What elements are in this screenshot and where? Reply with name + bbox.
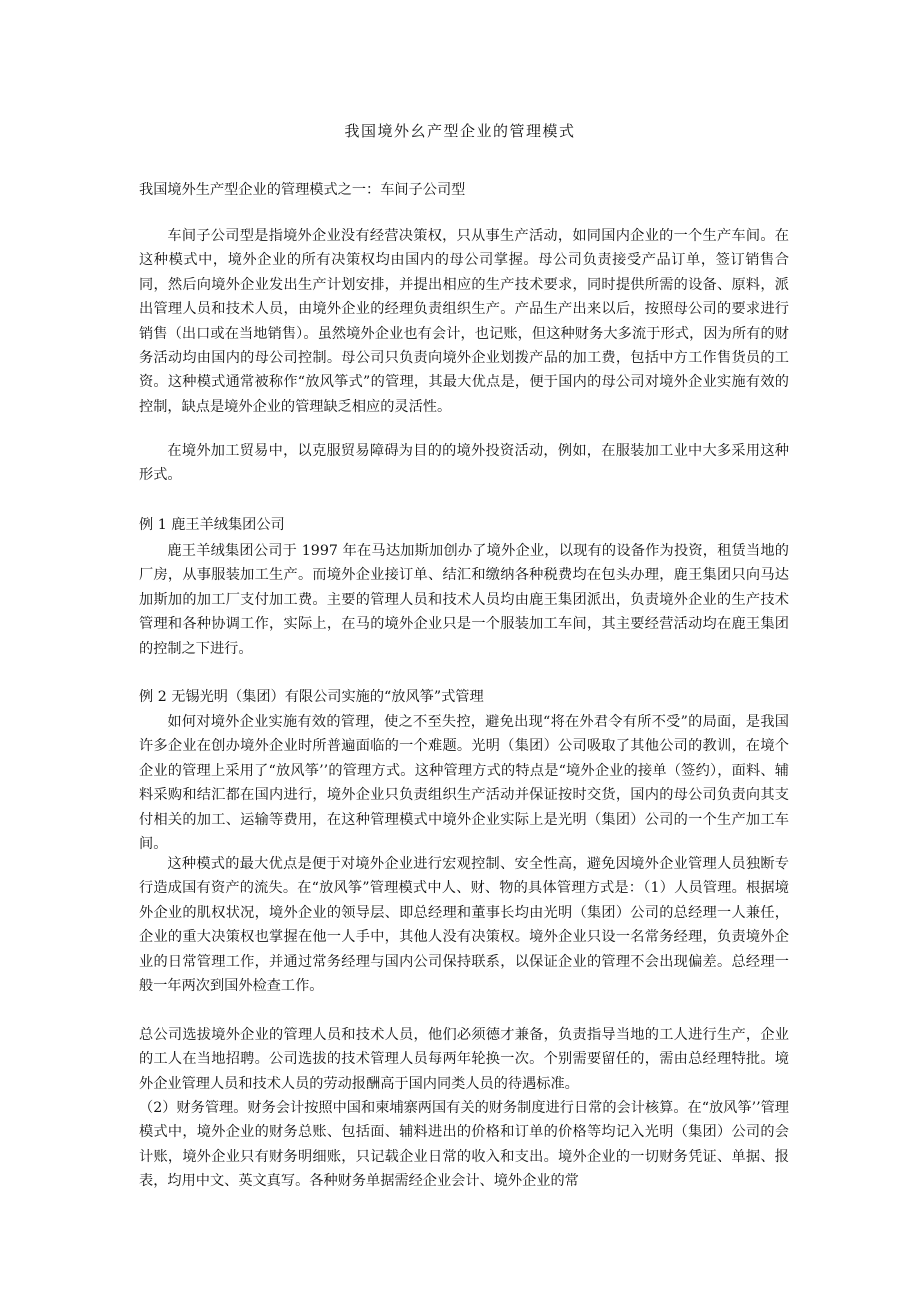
example-2-paragraph-3: 总公司选拔境外企业的管理人员和技术人员，他们必须德才兼备，负责指导当地的工人进行生产，企业的工人在当地招聘。公司选拔的技术管理人员每两年轮换一次。个别需要留任的，需由总经理特批。境外企业管理人员和技术人员的劳动报酬高于国内同类人员的待遇标准。 — [139, 1027, 789, 1092]
section-1-heading: 我国境外生产型企业的管理模式之一：车间子公司型 — [139, 182, 466, 198]
example-2-paragraph-1: 如何对境外企业实施有效的管理，使之不至失控，避免出现“将在外君令有所不受”的局面，是我国许多企业在创办境外企业时所普遍面临的一个难题。光明（集团）公司吸取了其他公司的教训，在境个企业的管理上采用了“放风筝’’的管理方式。这种管理方式的特点是“境外企业的接单（签约），面料、辅料采购和结汇都在国内进行，境外企业只负责组织生产活动并保证按时交货，国内的母公司负责向其支付相关的加工、运输等费用，在这种管理模式中境外企业实际上是光明（集团）公司的一个生产加工车间。 — [139, 714, 789, 853]
document-title: 我国境外幺产型企业的管理模式 — [344, 122, 576, 140]
example-2-paragraph-2: 这种模式的最大优点是便于对境外企业进行宏观控制、安全性高，避免因境外企业管理人员独断专行造成国有资产的流失。在“放风筝”管理模式中人、财、物的具体管理方式是：（1）人员管理。根据境外企业的肌权状况，境外企业的领导层、即总经理和董事长均由光明（集团）公司的总经理一人兼任，企业的重大决策权也掌握在他一人手中，其他人没有决策权。境外企业只设一名常务经理，负责境外企业的日常管理工作，并通过常务经理与国内公司保持联系，以保证企业的管理不会出现偏差。总经理一般一年两次到国外检查工作。 — [139, 856, 789, 995]
section-1-paragraph-2: 在境外加工贸易中，以克服贸易障碍为目的的境外投资活动，例如，在服装加工业中大多采用这种形式。 — [139, 443, 789, 484]
example-2-paragraph-4: （2）财务管理。财务会计按照中国和柬埔寨两国有关的财务制度进行日常的会计核算。在“放风筝’’管理模式中，境外企业的财务总账、包括面、辅料进出的价格和订单的价格等均记入光明（集团）公司的会计账，境外企业只有财务明细账，只记载企业日常的收入和支出。境外企业的一切财务凭证、单据、报表，均用中文、英文真写。各种财务单据需经企业会计、境外企业的常 — [139, 1100, 789, 1190]
example-1-heading: 例 1 鹿王羊绒集团公司 — [139, 517, 285, 533]
example-1-paragraph: 鹿王羊绒集团公司于 1997 年在马达加斯加创办了境外企业，以现有的设备作为投资，租赁当地的厂房，从事服装加工生产。而境外企业接订单、结汇和缴纳各种税费均在包头办理，鹿王集团只向马达加斯加的加工厂支付加工费。主要的管理人员和技术人员均由鹿王集团派出，负责境外企业的生产技术管理和各种协调工作，实际上，在马的境外企业只是一个服装加工车间，其主要经营活动均在鹿王集团的控制之下进行。 — [139, 543, 789, 657]
section-1-paragraph-1: 车间子公司型是指境外企业没有经营决策权，只从事生产活动，如同国内企业的一个生产车间。在这种模式中，境外企业的所有决策权均由国内的母公司掌握。母公司负责接受产品订单，签订销售合同，然后向境外企业发出生产计划安排，并提出相应的生产技术要求，同时提供所需的设备、原料，派出管理人员和技术人员，由境外企业的经理负责组织生产。产品生产出来以后，按照母公司的要求进行销售（出口或在当地销售）。虽然境外企业也有会计，也记账，但这种财务大多流于形式，因为所有的财务活动均由国内的母公司控制。母公司只负责向境外企业划拨产品的加工费，包括中方工作售货员的工资。这种模式通常被称作“放风筝式”的管理，其最大优点是，便于国内的母公司对境外企业实施有效的控制，缺点是境外企业的管理缺乏相应的灵活性。 — [139, 228, 789, 415]
example-2-heading: 例 2 无锡光明（集团）有限公司实施的“放风筝”式管理 — [139, 689, 484, 705]
